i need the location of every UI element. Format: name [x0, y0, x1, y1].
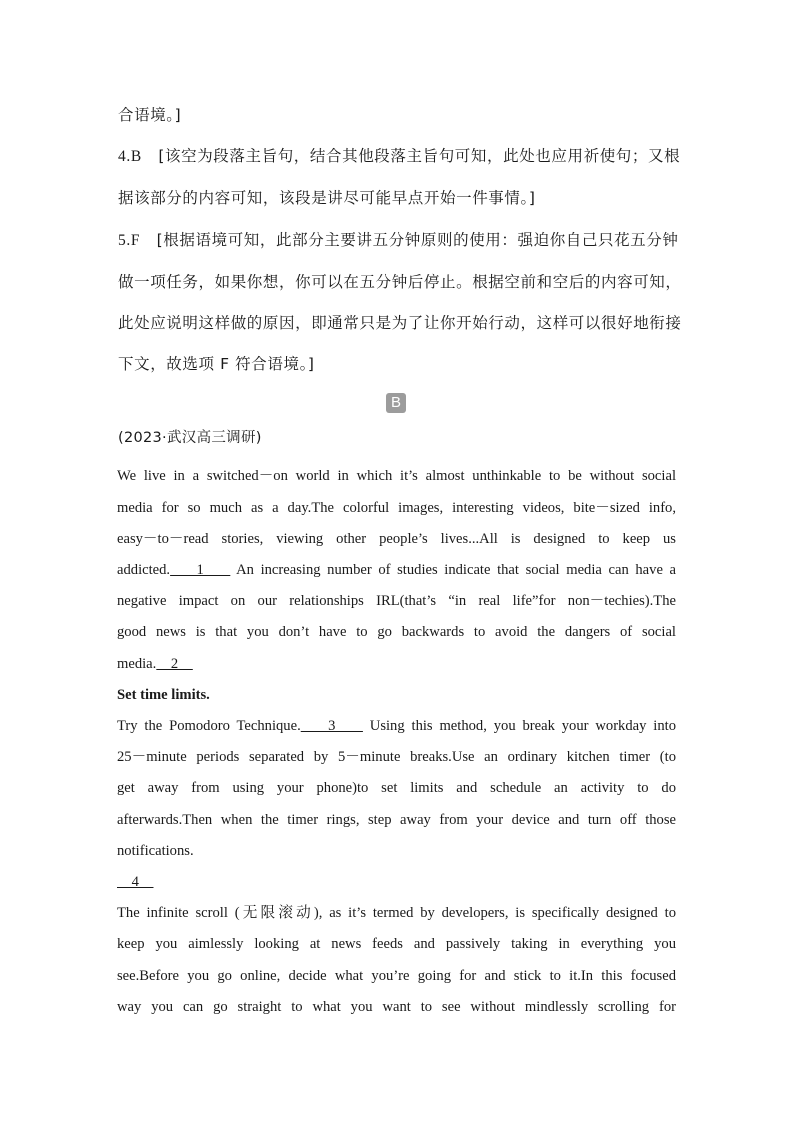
passage-line: good news is that you don’t have to go backwards to avoid the dangers of social	[117, 624, 676, 640]
answer-5-number: 5.F	[118, 232, 141, 249]
blank-4-line	[117, 872, 676, 892]
passage-text: An increasing number of studies indicate that social media can have a	[230, 562, 677, 578]
answer-5-line-1	[118, 230, 678, 251]
passage-line: We live in a switched－on world in which it’s almost unthinkable to be without social	[117, 468, 676, 484]
answer-4-text-1: [该空为段落主旨句，结合其他段落主旨句可知，此处也应用祈使句；又根	[158, 147, 681, 165]
passage-line: get away from using your phone)to set limits and schedule an activity to do	[117, 780, 676, 796]
answer-4-line-2: 据该部分的内容可知，该段是讲尽可能早点开始一件事情。]	[118, 189, 536, 207]
passage-text: Try the Pomodoro Technique.	[117, 718, 301, 734]
section-heading: Set time limits.	[117, 687, 210, 703]
passage-line: media for so much as a day.The colorful images, interesting videos, bite－sized info,	[117, 500, 676, 516]
passage-line: notifications.	[117, 843, 194, 859]
passage-text: Using this method, you break your workday into	[362, 718, 676, 734]
answer-4-number: 4.B	[118, 148, 142, 165]
blank-4: 4	[117, 874, 154, 890]
passage-line: way you can go straight to what you want to see without mindlessly scrolling for	[117, 999, 676, 1015]
passage-line: see.Before you go online, decide what you’re going for and stick to it.In this focused	[117, 968, 676, 984]
passage-line-with-blank-2	[117, 654, 676, 674]
passage-line: keep you aimlessly looking at news feeds and passively taking in everything you	[117, 936, 676, 952]
answer-5-line-3: 此处应说明这样做的原因，即通常只是为了让你开始行动，这样可以很好地衔接	[118, 314, 682, 332]
passage-line: The infinite scroll (无限滚动), as it’s termed by developers, is specifically designed to	[117, 905, 676, 921]
passage-text: addicted.	[117, 562, 171, 578]
blank-1: 1	[170, 562, 231, 578]
blank-3: 3	[300, 718, 363, 734]
passage-text: media.	[117, 656, 157, 672]
blank-2: 2	[156, 656, 193, 672]
passage-line-with-blank-1	[117, 560, 676, 580]
section-badge: B	[386, 393, 406, 413]
passage-line: afterwards.Then when the timer rings, step away from your device and turn off those	[117, 812, 676, 828]
passage-line: easy－to－read stories, viewing other people’s lives...All is designed to keep us	[117, 531, 676, 547]
answer-5-line-2: 做一项任务，如果你想，你可以在五分钟后停止。根据空前和空后的内容可知，	[118, 273, 682, 291]
answer-5-line-4: 下文，故选项 F 符合语境。]	[118, 355, 315, 373]
passage-line: 25－minute periods separated by 5－minute breaks.Use an ordinary kitchen timer (to	[117, 749, 676, 765]
answer-5-text-1: [根据语境可知，此部分主要讲五分钟原则的使用：强迫你自己只花五分钟	[156, 231, 679, 249]
answer-continuation: 合语境。]	[118, 106, 182, 124]
passage-line: negative impact on our relationships IRL(that’s “in real life”for non－techies).The	[117, 593, 676, 609]
passage-source: (2023·武汉高三调研)	[118, 430, 262, 446]
answer-4-line-1	[118, 146, 681, 167]
passage-line-with-blank-3	[117, 716, 676, 736]
